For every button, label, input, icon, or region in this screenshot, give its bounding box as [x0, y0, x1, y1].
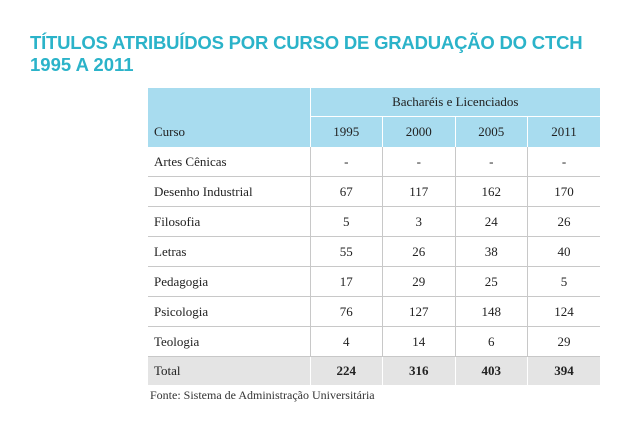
course-name: Teologia — [148, 327, 310, 357]
graduation-titles-table — [148, 88, 600, 385]
table-column-header-row — [148, 117, 600, 148]
total-value: 403 — [455, 357, 528, 386]
table-group-header-row — [148, 88, 600, 117]
source-note: Fonte: Sistema de Administração Universitária — [150, 388, 375, 402]
cell-value: 67 — [310, 177, 383, 207]
cell-value: 76 — [310, 297, 383, 327]
cell-value: 40 — [528, 237, 601, 267]
course-name: Filosofia — [148, 207, 310, 237]
cell-value: 25 — [455, 267, 528, 297]
cell-value: 17 — [310, 267, 383, 297]
cell-value: 26 — [528, 207, 601, 237]
total-value: 394 — [528, 357, 601, 386]
cell-value: 170 — [528, 177, 601, 207]
column-header-curso: Curso — [148, 117, 310, 148]
cell-value: 24 — [455, 207, 528, 237]
total-value: 316 — [383, 357, 456, 386]
cell-value: 26 — [383, 237, 456, 267]
cell-value: 5 — [528, 267, 601, 297]
cell-value: 6 — [455, 327, 528, 357]
cell-value: 5 — [310, 207, 383, 237]
cell-value: 29 — [383, 267, 456, 297]
table-row — [148, 237, 600, 267]
total-value: 224 — [310, 357, 383, 386]
column-header-year: 1995 — [310, 117, 383, 148]
cell-value: 29 — [528, 327, 601, 357]
course-name: Psicologia — [148, 297, 310, 327]
page-title: TÍTULOS ATRIBUÍDOS POR CURSO DE GRADUAÇÃO DO CTCH — [30, 32, 583, 53]
course-name: Desenho Industrial — [148, 177, 310, 207]
cell-value: 127 — [383, 297, 456, 327]
cell-value: - — [383, 147, 456, 177]
column-header-year: 2011 — [528, 117, 601, 148]
table-row — [148, 147, 600, 177]
table-total-row — [148, 357, 600, 386]
cell-value: 4 — [310, 327, 383, 357]
column-header-year: 2005 — [455, 117, 528, 148]
cell-value: 117 — [383, 177, 456, 207]
page-subtitle-years: 1995 A 2011 — [30, 54, 134, 75]
course-name: Pedagogia — [148, 267, 310, 297]
course-name: Letras — [148, 237, 310, 267]
cell-value: 55 — [310, 237, 383, 267]
cell-value: - — [310, 147, 383, 177]
table-row — [148, 207, 600, 237]
cell-value: - — [455, 147, 528, 177]
header-empty-cell — [148, 88, 310, 117]
cell-value: 14 — [383, 327, 456, 357]
cell-value: 124 — [528, 297, 601, 327]
cell-value: 148 — [455, 297, 528, 327]
table-row — [148, 327, 600, 357]
column-header-year: 2000 — [383, 117, 456, 148]
course-name: Artes Cênicas — [148, 147, 310, 177]
cell-value: 38 — [455, 237, 528, 267]
group-header: Bacharéis e Licenciados — [310, 88, 600, 117]
table-row — [148, 297, 600, 327]
cell-value: 3 — [383, 207, 456, 237]
cell-value: 162 — [455, 177, 528, 207]
total-label: Total — [148, 357, 310, 386]
table-row — [148, 177, 600, 207]
cell-value: - — [528, 147, 601, 177]
table-row — [148, 267, 600, 297]
